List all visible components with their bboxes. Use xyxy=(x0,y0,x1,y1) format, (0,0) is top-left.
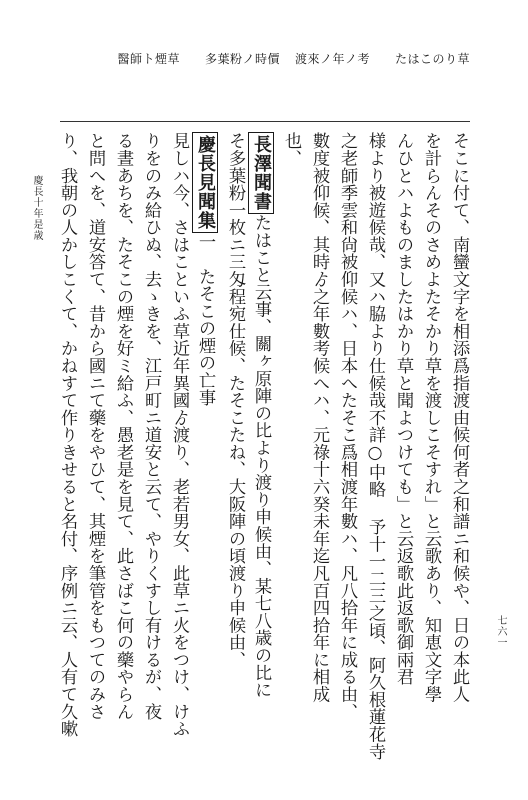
header-rule xyxy=(60,121,470,122)
text-column: 也、 xyxy=(281,132,301,167)
text-column: そ多葉粉一枚ニ三匁程宛仕候、たそこたね、大阪陣の頃渡り申候由、 xyxy=(225,132,245,668)
head-note: 渡來ノ年ノ考 xyxy=(294,52,370,66)
text-column: 長澤聞書たはこと云事、關ヶ原陣の比より渡り申候由、某七八歳の比に xyxy=(248,132,274,698)
text-column: 様より被遊候哉、又ハ脇より仕候哉不詳○中略 予十一二三之頃、阿久根蓮花寺 xyxy=(365,132,385,760)
head-note: 多葉粉ノ時價 xyxy=(204,52,280,66)
source-heading: 慶長見聞集 xyxy=(192,132,218,233)
text-column: りをのみ給ひぬ、去ゝきを、江戸町ニ道安と云て、やりくすし有けるが、夜 xyxy=(141,132,161,720)
running-head: 慶長十年是歳 xyxy=(31,175,42,241)
text-column: 數度被仰候、其時ゟ之年數考候へハ、元祿十六癸未年迄凡百四拾年に相成 xyxy=(309,132,329,703)
text-column: 慶長見聞集一 たそこの煙の亡事 xyxy=(192,132,218,406)
text-column: と問へを、道安答て、昔から國ニて藥をやひて、其煙を筆管をもつてのみさ xyxy=(85,132,105,720)
head-note: 醫師ト煙草 xyxy=(117,52,180,66)
page-number: 七六一 xyxy=(495,615,506,648)
head-note: たはこのり草 xyxy=(394,52,470,66)
text-column: 見しハ今、さはこといふ草近年異國ゟ渡り、老若男女、此草ニ火をつけ、けふ xyxy=(169,132,189,738)
body-text xyxy=(50,132,470,760)
text-column: を計らんそのさめよたそかり草を渡しこそすれ」と云歌あり、知恵文字學 xyxy=(421,132,441,703)
source-heading: 長澤聞書 xyxy=(248,132,274,214)
text-column: んひとハよものましたはかり草と聞よつけても」と云返歌此返歌御兩君 xyxy=(393,132,413,686)
text-column: り、我朝の人かしこくて、かねすて作りきせると名付、序例ニ云、人有て久嗽 xyxy=(57,132,77,738)
text-column: そこに付て、南蠻文字を相添爲指渡由候何者之和譜ニ和候や、日の本此人 xyxy=(449,132,469,703)
text-column: る晝あちを、たそこの煙を好ミ給ふ、愚老是を見て、此さばこ何の藥やらん xyxy=(113,132,133,720)
text-column: 之老師季雲和尙被仰候ハ、日本へたそこ爲相渡年數ハ、凡八拾年に成る由、 xyxy=(337,132,357,720)
head-notes xyxy=(50,52,470,112)
